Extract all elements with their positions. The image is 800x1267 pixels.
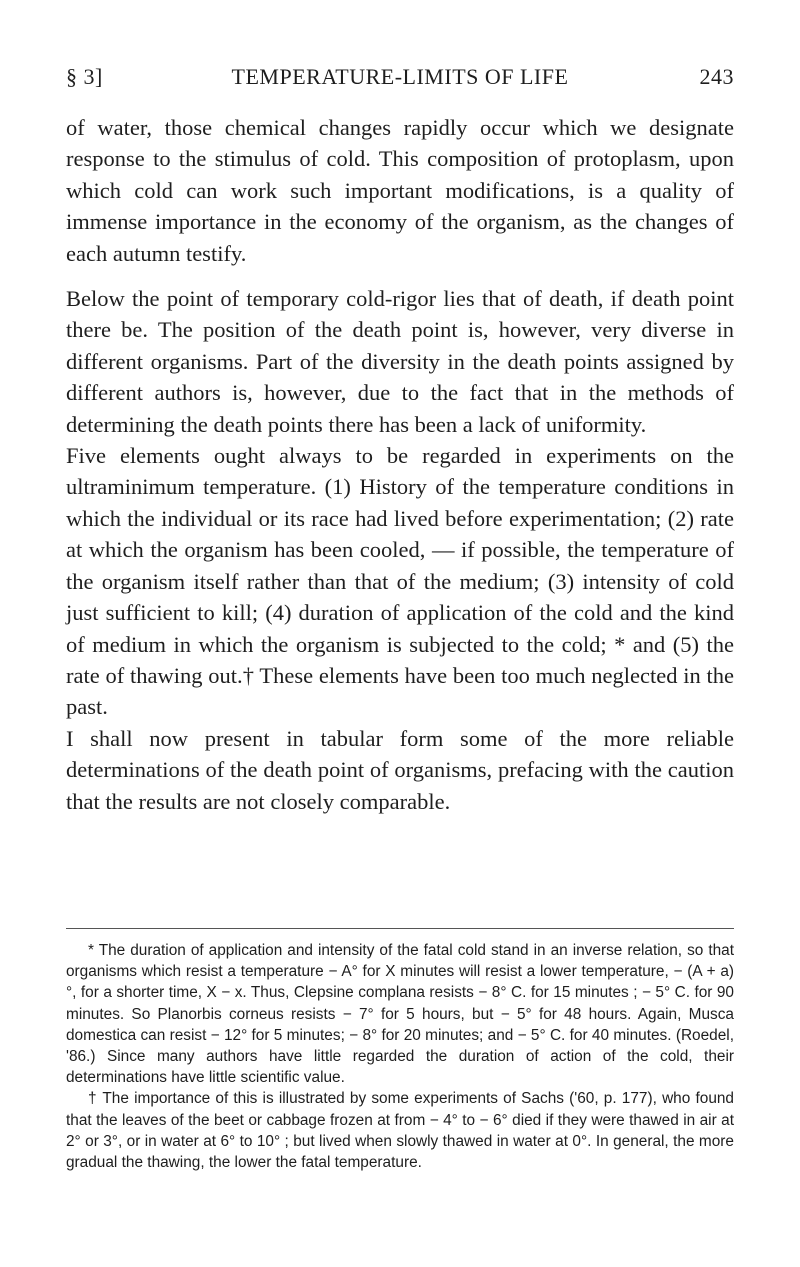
footnotes: [66, 940, 734, 1173]
paragraph: Five elements ought always to be regarded in experiments on the ultraminimum temperature. (1) History of the temperature conditions in which the individual or its race had lived before experimentation; (2) rate at which the organism has been cooled, — if possible, the temperature of the organism itself rather than that of the medium; (3) intensity of cold just sufficient to kill; (4) duration of application of the cold and the kind of medium in which the organism is subjected to the cold; * and (5) the rate of thawing out.† These elements have been too much neglected in the past.: [66, 443, 734, 720]
paragraph: I shall now present in tabular form some of the more reliable determinations of the death point of organisms, prefacing with the caution that the results are not closely comparable.: [66, 725, 734, 814]
running-title: TEMPERATURE-LIMITS OF LIFE: [231, 64, 569, 89]
footnote-rule: [66, 928, 734, 929]
body-text: [66, 112, 734, 817]
footnote: * The duration of application and intensity of the fatal cold stand in an inverse relation, so that organisms which resist a temperature − A° for X minutes will resist a lower temperature, − (A + a)°, for a shorter time, X − x. Thus, Clepsine complana resists − 8° C. for 15 minutes ; − 5° C. for 90 minutes. So Planorbis corneus resists − 7° for 5 hours, but − 5° for 48 hours. Again, Musca domestica can resist − 12° for 5 minutes; − 8° for 20 minutes; and − 5° C. for 40 minutes. (Roedel, '86.) Since many authors have little regarded the duration of action of the cold, their determinations have little scientific value.: [66, 942, 734, 1087]
paragraph: Below the point of temporary cold-rigor lies that of death, if death point there be. The position of the death point is, however, very diverse in different organisms. Part of the diversity in the death points assigned by different authors is, however, due to the fact that in the methods of determining the death points there has been a lack of uniformity.: [66, 286, 734, 437]
page-number: 243: [699, 64, 734, 89]
running-header: [66, 64, 734, 98]
section-marker: § 3]: [66, 64, 103, 89]
footnote: † The importance of this is illustrated by some experiments of Sachs ('60, p. 177), who found that the leaves of the beet or cabbage frozen at from − 4° to − 6° died if they were thawed in air at 2° or 3°, or in water at 6° to 10° ; but lived when slowly thawed in water at 0°. In general, the more gradual the thawing, the lower the fatal temperature.: [66, 1090, 734, 1172]
paragraph: of water, those chemical changes rapidly occur which we designate response to the stimulus of cold. This composition of protoplasm, upon which cold can work such important modifications, is a quality of immense importance in the economy of the organism, as the changes of each autumn testify.: [66, 115, 734, 266]
